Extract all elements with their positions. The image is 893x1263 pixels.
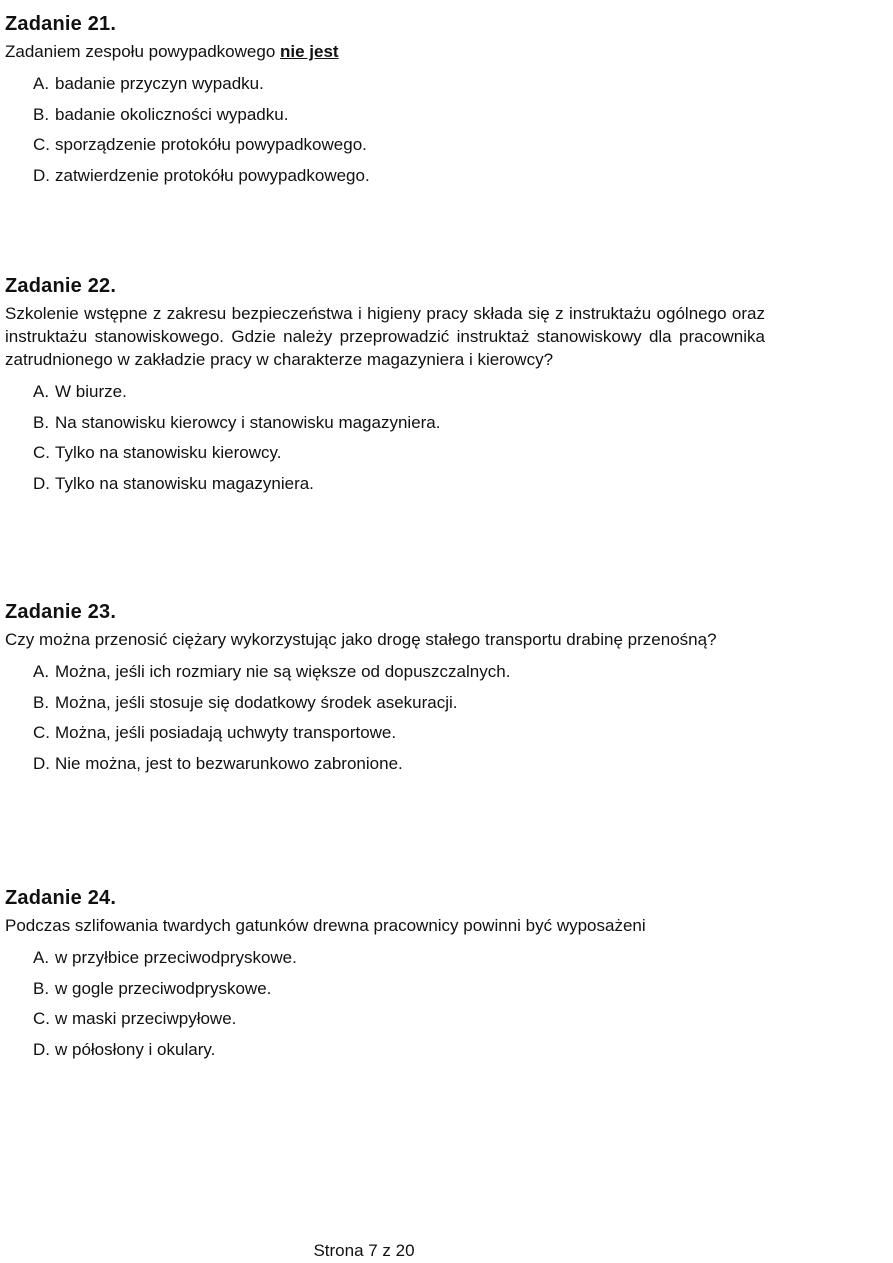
answer-option-b bbox=[33, 100, 765, 131]
answer-letter: A. bbox=[33, 74, 50, 93]
answer-letter: D. bbox=[33, 753, 50, 773]
answer-letter: B. bbox=[33, 692, 50, 712]
answer-option-c bbox=[33, 718, 765, 749]
answer-text: Można, jeśli ich rozmiary nie są większe od dopuszczalnych. bbox=[55, 662, 511, 681]
answer-letter: A. bbox=[33, 382, 50, 401]
answer-option-b bbox=[33, 974, 765, 1005]
answer-letter: D. bbox=[33, 1039, 50, 1059]
question-emphasis: nie jest bbox=[280, 42, 339, 61]
task-22 bbox=[5, 274, 765, 499]
answer-option-c bbox=[33, 438, 765, 469]
answer-option-a bbox=[33, 657, 765, 688]
answer-option-d bbox=[33, 469, 765, 500]
answer-text: Nie można, jest to bezwarunkowo zabronione. bbox=[55, 753, 403, 773]
task-title: Zadanie 21. bbox=[5, 13, 117, 35]
answer-letter: A. bbox=[33, 662, 50, 681]
answer-list bbox=[5, 377, 765, 499]
answer-option-d bbox=[33, 161, 765, 192]
task-question bbox=[5, 40, 765, 63]
answer-option-c bbox=[33, 130, 765, 161]
answer-option-a bbox=[33, 377, 765, 408]
task-23 bbox=[5, 600, 765, 779]
answer-letter: B. bbox=[33, 104, 50, 124]
answer-text: Można, jeśli posiadają uchwyty transportowe. bbox=[55, 723, 397, 742]
answer-text: w gogle przeciwodpryskowe. bbox=[55, 978, 272, 998]
task-question: Czy można przenosić ciężary wykorzystując jako drogę stałego transportu drabinę przenośną? bbox=[5, 630, 717, 649]
answer-text: badanie okoliczności wypadku. bbox=[55, 104, 289, 124]
answer-text: badanie przyczyn wypadku. bbox=[55, 74, 264, 93]
answer-text: Tylko na stanowisku kierowcy. bbox=[55, 443, 282, 462]
answer-text: W biurze. bbox=[55, 382, 127, 401]
answer-option-a bbox=[33, 69, 765, 100]
answer-letter: C. bbox=[33, 723, 50, 742]
answer-text: Można, jeśli stosuje się dodatkowy środek asekuracji. bbox=[55, 692, 458, 712]
answer-letter: C. bbox=[33, 135, 50, 154]
answer-text: Na stanowisku kierowcy i stanowisku magazyniera. bbox=[55, 412, 441, 432]
answer-option-b bbox=[33, 408, 765, 439]
answer-text: zatwierdzenie protokółu powypadkowego. bbox=[55, 165, 370, 185]
answer-option-d bbox=[33, 1035, 765, 1066]
answer-list bbox=[5, 69, 765, 191]
answer-letter: D. bbox=[33, 473, 50, 493]
answer-letter: C. bbox=[33, 1009, 50, 1028]
answer-option-d bbox=[33, 749, 765, 780]
answer-option-c bbox=[33, 1004, 765, 1035]
task-title: Zadanie 24. bbox=[5, 887, 117, 909]
task-24 bbox=[5, 886, 765, 1065]
answer-option-a bbox=[33, 943, 765, 974]
answer-letter: D. bbox=[33, 165, 50, 185]
task-question: Podczas szlifowania twardych gatunków drewna pracownicy powinni być wyposażeni bbox=[5, 916, 646, 935]
answer-option-b bbox=[33, 688, 765, 719]
answer-text: Tylko na stanowisku magazyniera. bbox=[55, 473, 314, 493]
task-question: Szkolenie wstępne z zakresu bezpieczeństwa i higieny pracy składa się z instruktażu ogólnego oraz instruktażu stanowiskowego. Gdzie należy przeprowadzić instruktaż stanowiskowy dla pracownika zatrudnionego w zakładzie pracy w charakterze magazyniera i kierowcy? bbox=[5, 304, 765, 369]
question-text: Zadaniem zespołu powypadkowego bbox=[5, 42, 281, 61]
answer-letter: B. bbox=[33, 978, 50, 998]
answer-letter: B. bbox=[33, 412, 50, 432]
task-title: Zadanie 22. bbox=[5, 275, 117, 297]
answer-letter: C. bbox=[33, 443, 50, 462]
task-21 bbox=[5, 12, 765, 191]
answer-letter: A. bbox=[33, 948, 50, 967]
answer-text: w przyłbice przeciwodpryskowe. bbox=[55, 948, 297, 967]
answer-text: sporządzenie protokółu powypadkowego. bbox=[55, 135, 367, 154]
answer-list bbox=[5, 943, 765, 1065]
page-number: Strona 7 z 20 bbox=[313, 1241, 415, 1260]
answer-text: w maski przeciwpyłowe. bbox=[55, 1009, 237, 1028]
answer-text: w półosłony i okulary. bbox=[55, 1039, 216, 1059]
answer-list bbox=[5, 657, 765, 779]
task-title: Zadanie 23. bbox=[5, 601, 117, 623]
